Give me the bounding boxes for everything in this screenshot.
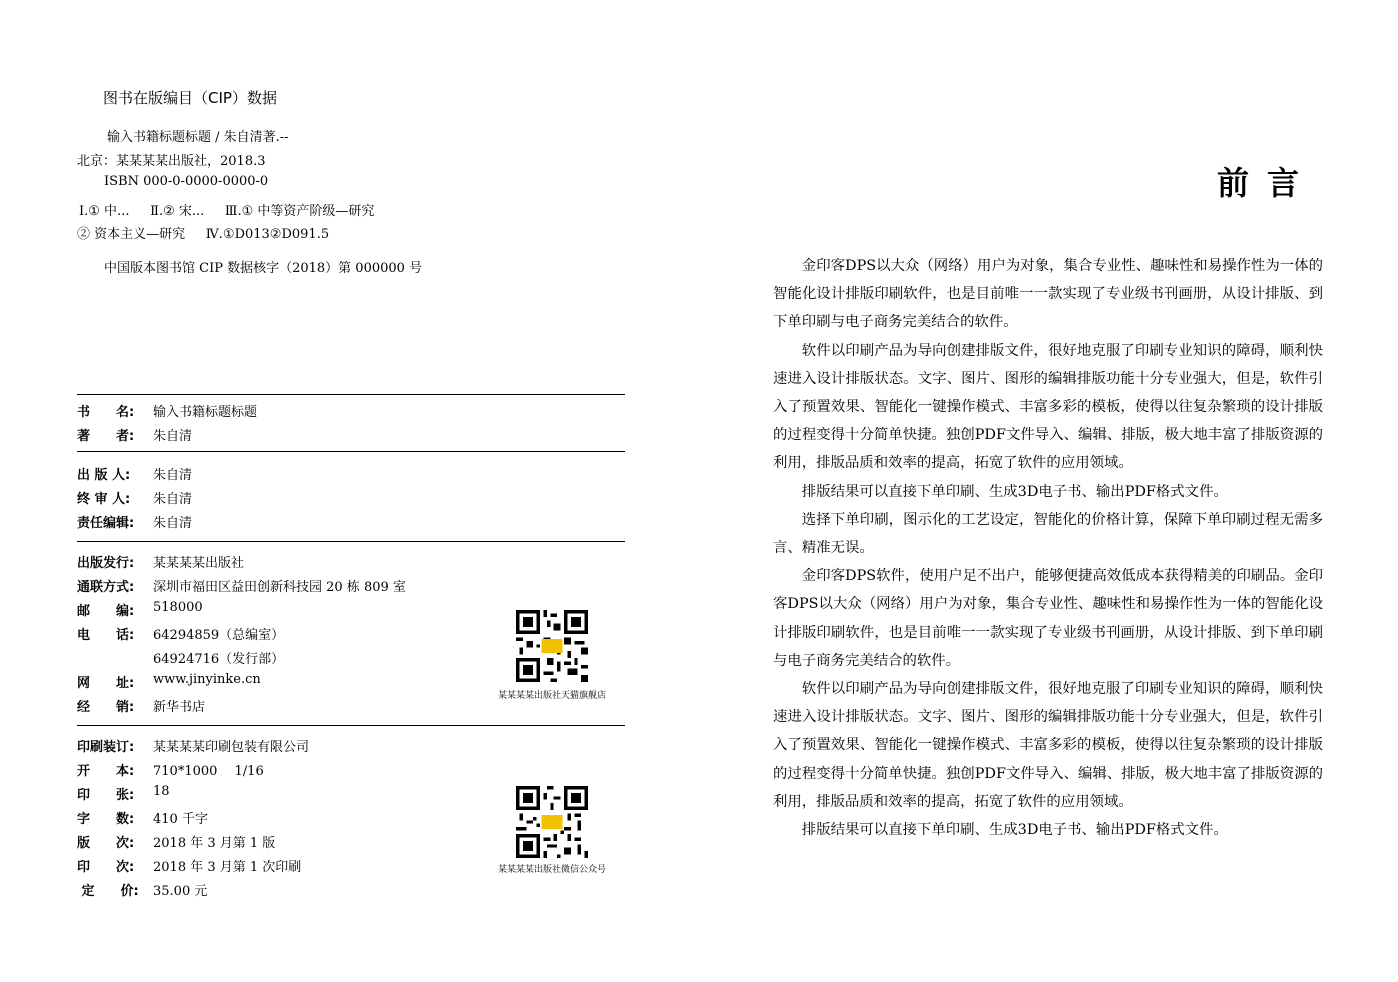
qr-code-shop [516,610,588,682]
info-label: 经 销: [77,700,135,715]
preface-paragraph: 金印客DPS以大众（网络）用户为对象，集合专业性、趣味性和易操作性为一体的智能化设计排版印刷软件，也是目前唯一一款实现了专业级书刊画册，从设计排版、到下单印刷与电子商务完美结合的软件。 [773,258,1323,331]
info-label: 版 次: [77,836,135,851]
cip-line: 北京：某某某某出版社，2018.3 [77,154,266,169]
qr-caption-shop: 某某某某出版社天猫旗舰店 [497,691,606,701]
info-label: 责任编辑: [77,516,135,531]
info-value: 某某某某出版社 [153,556,245,571]
info-label: 印刷装订: [77,740,135,755]
info-label: 著 者: [77,429,135,444]
info-label: 终 审 人: [77,492,131,507]
info-value: 深圳市福田区益田创新科技园 20 栋 809 室 [153,580,406,595]
info-label: 定 价: [77,884,139,899]
cip-line: ISBN 000-0-0000-0000-0 [104,174,269,189]
preface-body [773,252,1323,844]
info-label: 电 话: [77,628,135,643]
info-value: 35.00 元 [153,884,208,899]
cip-line: ② 资本主义—研究 Ⅳ.①D013②D091.5 [77,227,330,242]
info-label: 印 次: [77,860,135,875]
info-value: 710*1000 1/16 [153,764,264,779]
info-label: 网 址: [77,676,135,691]
divider [77,725,625,726]
info-value: www.jinyinke.cn [153,672,261,687]
preface-paragraph: 金印客DPS软件，使用户足不出户，能够便捷高效低成本获得精美的印刷品。金印客DPS以大众（网络）用户为对象，集合专业性、趣味性和易操作性为一体的智能化设计排版印刷软件，也是目前唯一一款实现了专业级书刊画册，从设计排版、到下单印刷与电子商务完美结合的软件。 [773,568,1323,669]
info-label: 印 张: [77,788,135,803]
info-value: 朱自清 [153,468,193,483]
info-value: 2018 年 3 月第 1 次印刷 [153,860,302,875]
divider [77,541,625,542]
preface-paragraph: 排版结果可以直接下单印刷、生成3D电子书、输出PDF格式文件。 [801,822,1228,839]
qr-caption-wechat: 某某某某出版社微信公众号 [497,865,606,875]
preface-paragraph: 软件以印刷产品为导向创建排版文件，很好地克服了印刷专业知识的障碍，顺利快速进入设计排版状态。文字、图片、图形的编辑排版功能十分专业强大，但是，软件引入了预置效果、智能化一键操作模式、丰富多彩的模板，使得以往复杂繁琐的设计排版的过程变得十分简单快捷。独创PDF文件导入、编辑、排版，极大地丰富了排版资源的利用，排版品质和效率的提高，拓宽了软件的应用领域。 [773,342,1323,472]
info-label: 书 名: [77,405,135,420]
info-value: 朱自清 [153,516,193,531]
qr-code-wechat [516,786,588,858]
info-value: 18 [153,784,170,799]
info-label: 邮 编: [77,604,135,619]
info-value: 518000 [153,600,203,615]
preface-title: 前言 [1217,164,1318,202]
info-value: 64294859（总编室） [153,628,285,643]
preface-paragraph: 选择下单印刷，图示化的工艺设定，智能化的价格计算，保障下单印刷过程无需多言、精准无误。 [773,511,1323,557]
info-label: 出 版 人: [77,468,131,483]
info-value: 某某某某印刷包装有限公司 [153,740,310,755]
preface-paragraph: 排版结果可以直接下单印刷、生成3D电子书、输出PDF格式文件。 [801,483,1228,500]
info-label: 通联方式: [77,580,135,595]
cip-title: 图书在版编目（CIP）数据 [103,89,277,107]
cip-line: 输入书籍标题标题 / 朱自清著.-- [107,130,289,145]
info-value: 410 千字 [153,812,208,827]
info-value: 2018 年 3 月第 1 版 [153,836,276,851]
divider [77,451,625,452]
info-value: 64924716（发行部） [153,652,285,667]
info-label: 字 数: [77,812,135,827]
divider [77,394,625,395]
info-label: 出版发行: [77,556,135,571]
preface-page [699,0,1398,982]
info-label: 开 本: [77,764,135,779]
info-value: 新华书店 [153,700,206,715]
cip-line: Ⅰ.① 中... Ⅱ.② 宋... Ⅲ.① 中等资产阶级—研究 [79,204,375,219]
info-value: 朱自清 [153,429,193,444]
info-value: 输入书籍标题标题 [153,405,258,420]
info-value: 朱自清 [153,492,193,507]
preface-paragraph: 软件以印刷产品为导向创建排版文件，很好地克服了印刷专业知识的障碍，顺利快速进入设计排版状态。文字、图片、图形的编辑排版功能十分专业强大，但是，软件引入了预置效果、智能化一键操作模式、丰富多彩的模板，使得以往复杂繁琐的设计排版的过程变得十分简单快捷。独创PDF文件导入、编辑、排版，极大地丰富了排版资源的利用，排版品质和效率的提高，拓宽了软件的应用领域。 [773,681,1323,810]
cip-line: 中国版本图书馆 CIP 数据核字（2018）第 000000 号 [104,261,423,276]
